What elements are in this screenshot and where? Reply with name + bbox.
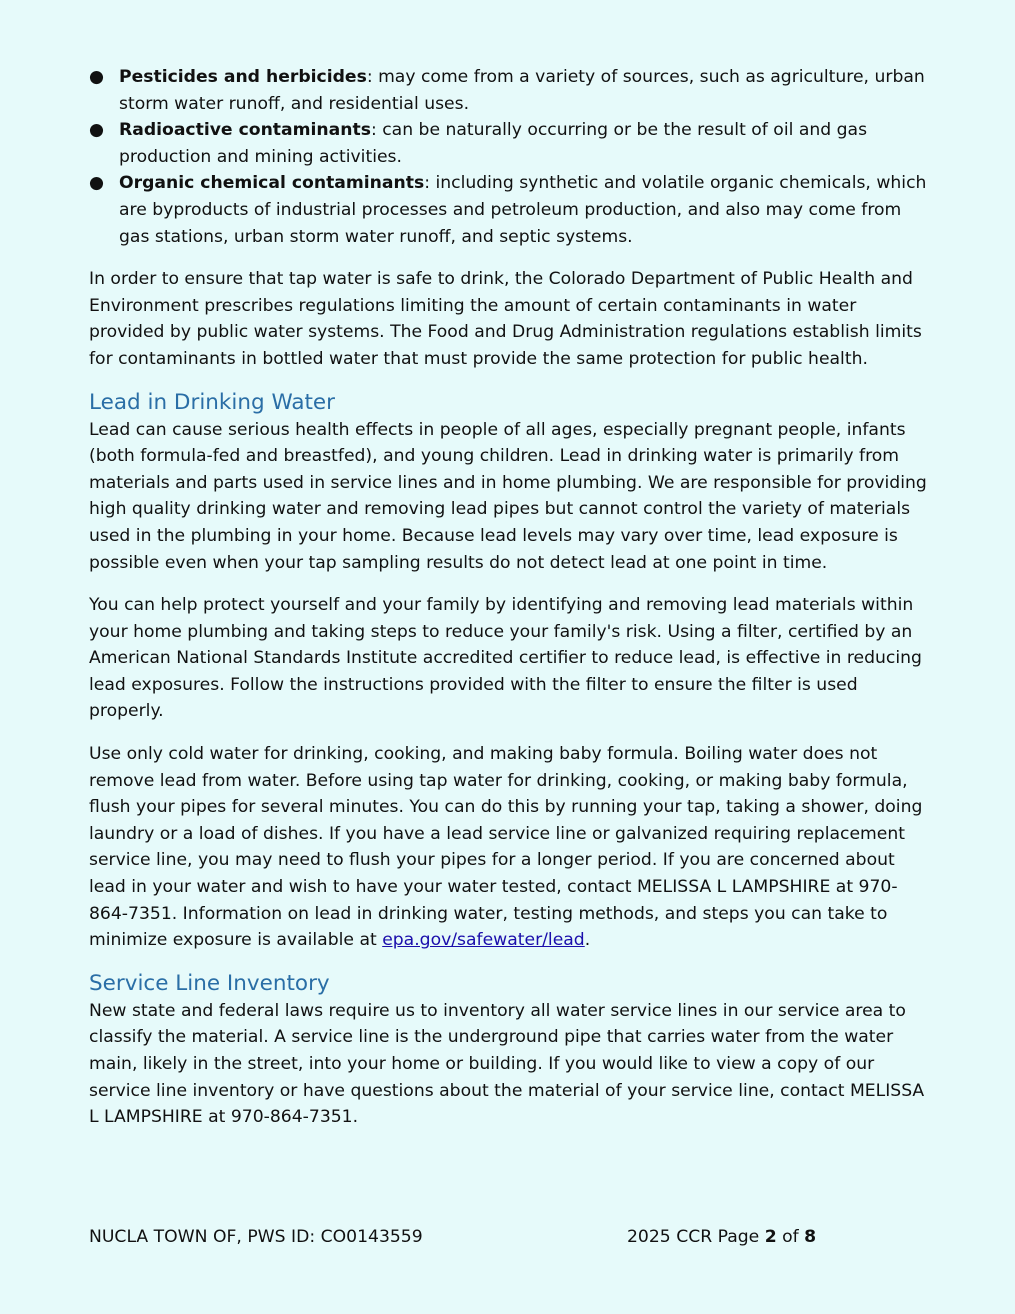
footer-page-number (627, 1224, 816, 1250)
lead-paragraph-3-end: . (584, 930, 591, 951)
contaminant-list (89, 64, 929, 250)
bullet-icon: ● (89, 120, 104, 141)
service-section-heading: Service Line Inventory (89, 970, 330, 996)
lead-paragraph-2: You can help protect yourself and your family by identifying and removing lead materials within your home plumbing and taking steps to reduce your family's risk. Using a filter, certified by an American National Standards Institute accredited certifier to reduce lead, is effective in reducing lead exposures. Follow the instructions provided with the filter to ensure the filter is used properly. (89, 595, 922, 722)
footer-page-total: 8 (804, 1227, 817, 1247)
document-page (89, 64, 929, 1131)
intro-paragraph: In order to ensure that tap water is safe to drink, the Colorado Department of Public Health and Environment prescribes regulations limiting the amount of certain contaminants in water provided by public water systems. The Food and Drug Administration regulations establish limits for contaminants in bottled water that must provide the same protection for public health. (89, 269, 922, 369)
list-item (89, 170, 929, 250)
list-item-text: : can be naturally occurring or be the result of oil and gas production and mining activities. (119, 120, 868, 167)
list-item-term: Radioactive contaminants (119, 120, 371, 141)
list-item (89, 64, 929, 117)
list-item (89, 117, 929, 170)
list-item-text: : including synthetic and volatile organic chemicals, which are byproducts of industrial processes and petroleum production, and also may come from gas stations, urban storm water runoff, and septic systems. (119, 173, 927, 247)
epa-lead-link[interactable]: epa.gov/safewater/lead (382, 930, 585, 951)
bullet-icon: ● (89, 67, 104, 87)
list-item-term: Pesticides and herbicides (119, 67, 367, 87)
list-item-term: Organic chemical contaminants (119, 173, 425, 194)
lead-paragraph-3-text: Use only cold water for drinking, cooking, and making baby formula. Boiling water does not remove lead from water. Before using tap water for drinking, cooking, or making baby formula, flush your pipes for several minutes. You can do this by running your tap, taking a shower, doing laundry or a load of dishes. If you have a lead service line or galvanized requiring replacement service line, you may need to flush your pipes for a longer period. If you are concerned about lead in your water and wish to have your water tested, contact MELISSA L LAMPSHIRE at 970-864-7351. Information on lead in drinking water, testing methods, and steps you can take to minimize exposure is available at (89, 744, 923, 951)
footer-page-prefix: 2025 CCR Page (627, 1227, 765, 1247)
lead-section-heading: Lead in Drinking Water (89, 389, 336, 415)
service-paragraph: New state and federal laws require us to inventory all water service lines in our service area to classify the material. A service line is the underground pipe that carries water from the water main, likely in the street, into your home or building. If you would like to view a copy of our service line inventory or have questions about the material of your service line, contact MELISSA L LAMPSHIRE at 970-864-7351. (89, 1000, 925, 1128)
footer-system-id: NUCLA TOWN OF, PWS ID: CO0143559 (89, 1227, 423, 1247)
footer-page-of: of (776, 1227, 805, 1247)
footer-page-current: 2 (764, 1227, 777, 1247)
bullet-icon: ● (89, 173, 104, 194)
lead-paragraph-1: Lead can cause serious health effects in people of all ages, especially pregnant people, infants (both formula-fed and breastfed), and young children. Lead in drinking water is primarily from materials and parts used in service lines and in home plumbing. We are responsible for providing high quality drinking water and removing lead pipes but cannot control the variety of materials used in the plumbing in your home. Because lead levels may vary over time, lead exposure is possible even when your tap sampling results do not detect lead at one point in time. (89, 419, 927, 573)
list-item-text: : may come from a variety of sources, such as agriculture, urban storm water runoff, and residential uses. (119, 67, 925, 114)
lead-paragraph-3 (89, 741, 929, 954)
